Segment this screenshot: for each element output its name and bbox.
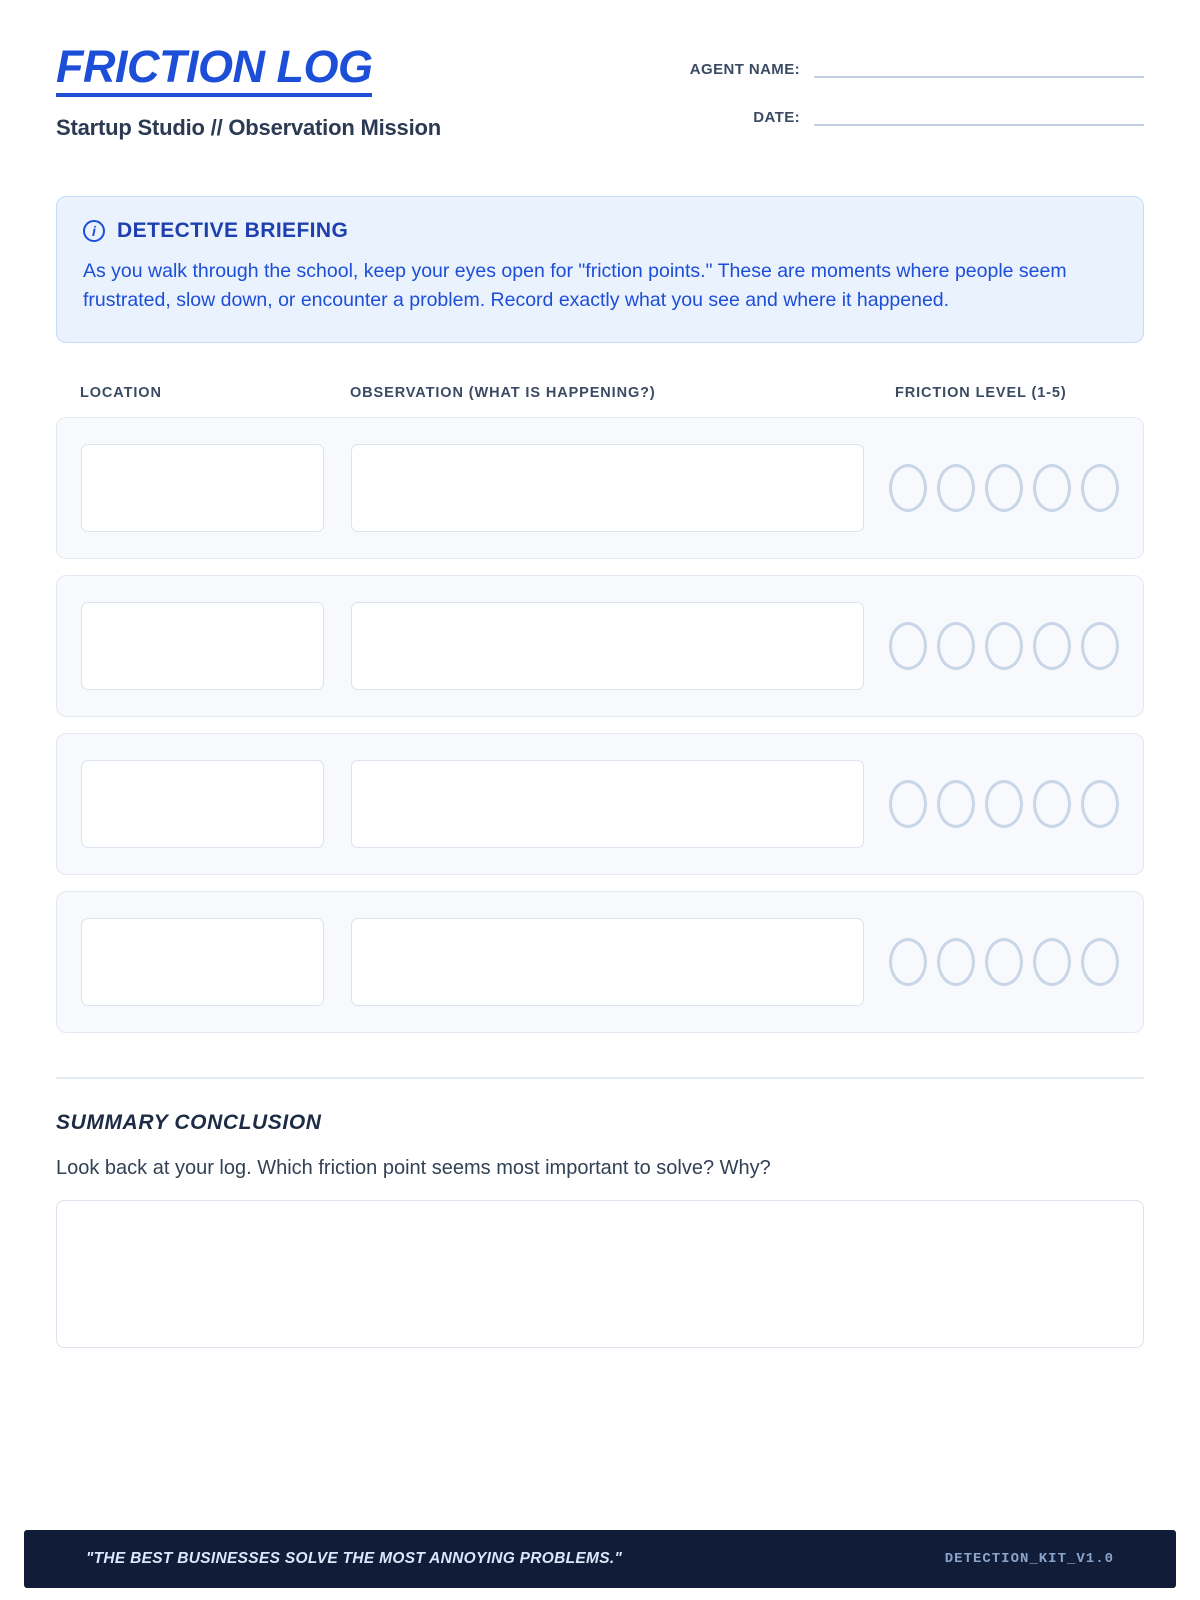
friction-rating-4[interactable] bbox=[1033, 938, 1071, 986]
friction-rating-group bbox=[889, 464, 1119, 512]
summary-answer-input[interactable] bbox=[56, 1200, 1144, 1348]
info-icon: i bbox=[83, 220, 105, 242]
footer-bar bbox=[24, 1530, 1176, 1588]
friction-rating-3[interactable] bbox=[985, 622, 1023, 670]
friction-rating-3[interactable] bbox=[985, 780, 1023, 828]
header-fields bbox=[644, 42, 1144, 152]
agent-name-label: AGENT NAME: bbox=[689, 61, 800, 78]
table-row bbox=[56, 417, 1144, 559]
friction-rating-5[interactable] bbox=[1081, 938, 1119, 986]
friction-rating-4[interactable] bbox=[1033, 464, 1071, 512]
date-field-row bbox=[644, 104, 1144, 126]
column-header-location: LOCATION bbox=[80, 384, 162, 401]
location-input[interactable] bbox=[81, 602, 324, 690]
header bbox=[56, 42, 1144, 152]
friction-rating-4[interactable] bbox=[1033, 622, 1071, 670]
friction-rating-5[interactable] bbox=[1081, 622, 1119, 670]
friction-rating-4[interactable] bbox=[1033, 780, 1071, 828]
friction-rating-2[interactable] bbox=[937, 938, 975, 986]
page-title: FRICTION LOG bbox=[56, 44, 372, 97]
friction-rating-3[interactable] bbox=[985, 938, 1023, 986]
friction-rating-5[interactable] bbox=[1081, 464, 1119, 512]
briefing-text: As you walk through the school, keep your eyes open for "friction points." These are moments where people seem frustrated, slow down, or encounter a problem. Record exactly what you see and where it happened. bbox=[83, 260, 1067, 312]
table-row bbox=[56, 575, 1144, 717]
table-column-headers bbox=[56, 385, 1144, 401]
friction-rating-5[interactable] bbox=[1081, 780, 1119, 828]
friction-rating-group bbox=[889, 780, 1119, 828]
section-divider bbox=[56, 1077, 1144, 1079]
friction-rating-2[interactable] bbox=[937, 464, 975, 512]
observation-input[interactable] bbox=[351, 444, 864, 532]
summary-title: SUMMARY CONCLUSION bbox=[56, 1110, 322, 1134]
location-input[interactable] bbox=[81, 760, 324, 848]
friction-rating-2[interactable] bbox=[937, 780, 975, 828]
friction-rating-1[interactable] bbox=[889, 938, 927, 986]
friction-rating-1[interactable] bbox=[889, 780, 927, 828]
friction-rating-group bbox=[889, 622, 1119, 670]
location-input[interactable] bbox=[81, 444, 324, 532]
briefing-header bbox=[83, 219, 1117, 243]
friction-rating-1[interactable] bbox=[889, 464, 927, 512]
friction-rating-3[interactable] bbox=[985, 464, 1023, 512]
observation-input[interactable] bbox=[351, 918, 864, 1006]
observation-input[interactable] bbox=[351, 602, 864, 690]
footer-kit-code: DETECTION_KIT_V1.0 bbox=[944, 1551, 1114, 1567]
table-row bbox=[56, 891, 1144, 1033]
friction-rating-2[interactable] bbox=[937, 622, 975, 670]
briefing-title: DETECTIVE BRIEFING bbox=[117, 219, 349, 242]
observation-input[interactable] bbox=[351, 760, 864, 848]
agent-name-field-row bbox=[644, 56, 1144, 78]
date-label: DATE: bbox=[753, 109, 800, 126]
column-header-observation: OBSERVATION (WHAT IS HAPPENING?) bbox=[350, 384, 656, 401]
title-block bbox=[56, 42, 441, 141]
date-input[interactable] bbox=[814, 104, 1144, 126]
summary-question: Look back at your log. Which friction point seems most important to solve? Why? bbox=[56, 1156, 771, 1179]
detective-briefing-panel bbox=[56, 196, 1144, 343]
column-header-friction: FRICTION LEVEL (1-5) bbox=[895, 384, 1067, 401]
location-input[interactable] bbox=[81, 918, 324, 1006]
friction-rating-1[interactable] bbox=[889, 622, 927, 670]
agent-name-input[interactable] bbox=[814, 56, 1144, 78]
page-subtitle: Startup Studio // Observation Mission bbox=[56, 115, 441, 140]
table-row bbox=[56, 733, 1144, 875]
friction-rating-group bbox=[889, 938, 1119, 986]
footer-quote: "THE BEST BUSINESSES SOLVE THE MOST ANNOYING PROBLEMS." bbox=[86, 1550, 623, 1567]
